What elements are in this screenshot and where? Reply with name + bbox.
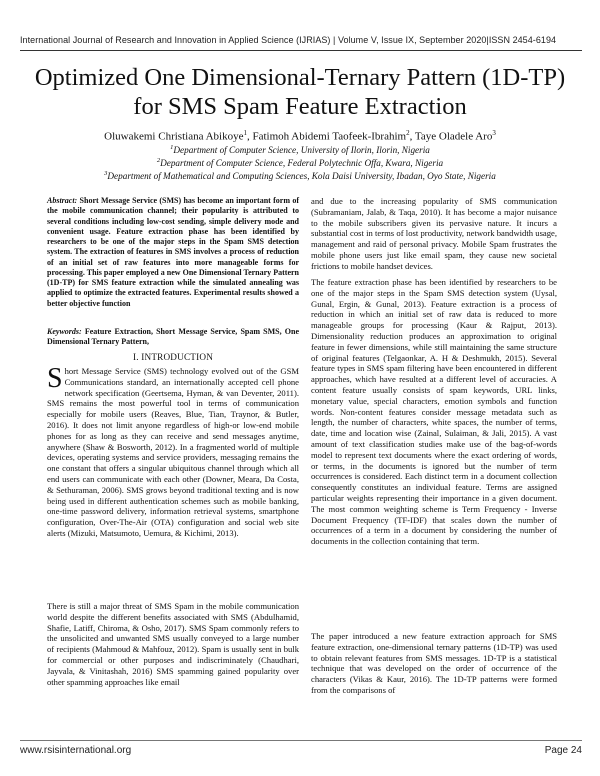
abstract <box>47 196 299 309</box>
intro-paragraph-1 <box>47 363 299 539</box>
journal-header: International Journal of Research and Innovation in Applied Science (IJRIAS) | Volume V, Issue IX, September 2020|ISSN 2454-6194 <box>20 35 557 45</box>
right-paragraph-3: The paper introduced a new feature extraction approach for SMS feature extraction, one-dimensional ternary patterns (1D-TP) was used to obtain relevant features from SMS messages. 1D-TP is a statistical technique that was developed on the order of occurrence of the characters (Vikas & Kaur, 2016). The 1D-TP patterns were formed from the comparisons of <box>311 631 557 695</box>
affiliation-1 <box>30 142 570 156</box>
page-number: Page 24 <box>544 745 582 756</box>
author-2-sup: 2 <box>406 129 410 137</box>
author-1: Oluwakemi Christiana Abikoye <box>104 130 244 143</box>
affiliation-3-text: Department of Mathematical and Computing Sciences, Kola Daisi University, Ibadan, Oyo State, Nigeria <box>107 171 496 182</box>
affiliation-2-text: Department of Computer Science, Federal Polytechnic Offa, Kwara, Nigeria <box>160 158 444 169</box>
drop-cap: S <box>47 363 63 394</box>
author-3-sup: 3 <box>492 129 496 137</box>
affiliation-1-text: Department of Computer Science, University of Ilorin, Ilorin, Nigeria <box>173 145 430 156</box>
affiliation-2-sup: 2 <box>156 157 161 164</box>
paper-title <box>30 63 570 121</box>
author-3: Taye Oladele Aro <box>414 130 493 143</box>
page-footer <box>20 743 582 756</box>
paper-title-line-2: for SMS Spam Feature Extraction <box>133 93 467 120</box>
right-paragraph-1: and due to the increasing popularity of SMS communication (Subramaniam, Jalab, & Taqa, 2010). It has become a major nuisance to the mobile subscribers given its pervasive nature. It incurs a substantial cost in terms of lost productivity, network bandwidth usage, management and raid of personal privacy. Mobile Spam frustrates the mobile phone users just like email spam, they cause new societal frictions to mobile handset devices. <box>311 196 557 271</box>
footer-url[interactable]: www.rsisinternational.org <box>20 745 132 756</box>
affiliation-2 <box>30 155 570 169</box>
intro-paragraph-1-text: hort Message Service (SMS) technology evolved out of the GSM Communications standard, an internationally accepted cell phone network specification (Geertsema, Hyman, & van Deventer, 2011). SMS remains the most powerful tool in terms of communication especially for mobile users (Reaves, Blue, Tian, Traynor, & Butler, 2016). It does not limit anyone regardless of high-or low-end mobile phones for as long as they can receive and send messages anytime, anywhere (Shaw & Bosworth, 2012). In a fragmented world of multiple devices, operating systems and service providers, messaging remains the one constant that offers a singular ubiquitous channel through which all end users can communicate with each other (Downer, Meara, Da Costa, & Sethuraman, 2006). SMS grows beyond traditional texting and is now being used in different authentication schemes such as mobile banking, one-time password delivery, information retrieval systems, smartphone configuration, Over-The-Air (OTA) configuration and social web site alerts (Mizuki, Matsumoto, Uemura, & Kichimi, 2013). <box>47 366 299 538</box>
intro-paragraph-2: There is still a major threat of SMS Spam in the mobile communication world despite the different benefits associated with SMS (Abdulhamid, Shafie, Latiff, Chiroma, & Osho, 2017). SMS Spam commonly refers to the unsolicited and unwanted SMS usually conveyed to a large number of recipients (Mahmoud & Mahfouz, 2012). Spam is usually sent in bulk for commercial or other purposes and indiscriminately (Chaudhari, Jayvala, & Vinitashah, 2016) SMS spamming gained popularity over other spamming approaches like email <box>47 601 299 687</box>
section-heading-introduction: I. INTRODUCTION <box>132 352 214 362</box>
affiliation-3-sup: 3 <box>104 170 108 177</box>
author-sep-2: , <box>409 130 415 143</box>
author-2: Fatimoh Abidemi Taofeek-Ibrahim <box>252 130 407 143</box>
footer-rule <box>20 740 582 741</box>
right-paragraph-2: The feature extraction phase has been identified by researchers to be one of the major steps in the Spam SMS detection system (Uysal, Gunal, Ergin, & Gunal, 2013). Feature extraction is a process of reduction in which an initial set of raw data is reduced to more manageable groups for processing (Kaur & Rajput, 2013). Dimensionality reduction produces an approximation to original feature in fewer dimensions, while still maintaining the same structure of original features (Telgaonkar, A. H & Deshmukh, 2015). Several feature types in SMS spam filtering have been encountered in different approaches, which have resulted at a different level of accuracies. A content feature usually consists of spam keywords, URL links, monetary value, special characters, emotion symbols and function words. Non-content features consider message metadata such as length, the number of characters, white spaces, the number of terms, date, time and location wise (Zainal, Sulaiman, & Jali, 2015). A vast amount of text classification studies make use of the bag-of-words model to represent text documents where the exact ordering of words, or terms, in the documents is ignored but the number of term occurrences is considered. Each distinct term in a document collection consequently constitutes an individual feature. Terms are assigned particular weights representing their importance in a given document. The most common weighting scheme is Term Frequency - Inverse Document Frequency (TF-IDF) that scales down the number of occurrences of a term in a document by considering the number of documents in the collection containing that term. <box>311 277 557 547</box>
keywords-text: Feature Extraction, Short Message Service, Spam SMS, One Dimensional Ternary Pattern, <box>47 327 299 347</box>
keywords <box>47 327 299 348</box>
affiliation-1-sup: 1 <box>170 144 174 151</box>
affiliation-3 <box>30 168 570 182</box>
paper-title-line-1: Optimized One Dimensional-Ternary Pattern (1D-TP) <box>34 64 566 91</box>
header-rule <box>20 50 582 51</box>
abstract-text: Short Message Service (SMS) has become an important form of the mobile communication channel; their popularity is attributed to several conditions including low-cost sending, simple delivery mode and convenient usage. Feature extraction phase has been identified by researchers to be one of the major steps in the Spam SMS detection system. The extraction of features in SMS involves a process of reduction of an initial set of raw features into more manageable forms for processing. This paper employed a new One Dimensional Ternary Pattern (1D-TP) for SMS feature extraction while the simulated annealing was applied to optimize the extracted features. Experimental results showed a better objective function <box>47 196 299 308</box>
author-1-sup: 1 <box>243 129 247 137</box>
abstract-label: Abstract: <box>47 196 78 205</box>
author-sep-1: , <box>246 130 253 143</box>
keywords-label: Keywords: <box>47 327 82 336</box>
